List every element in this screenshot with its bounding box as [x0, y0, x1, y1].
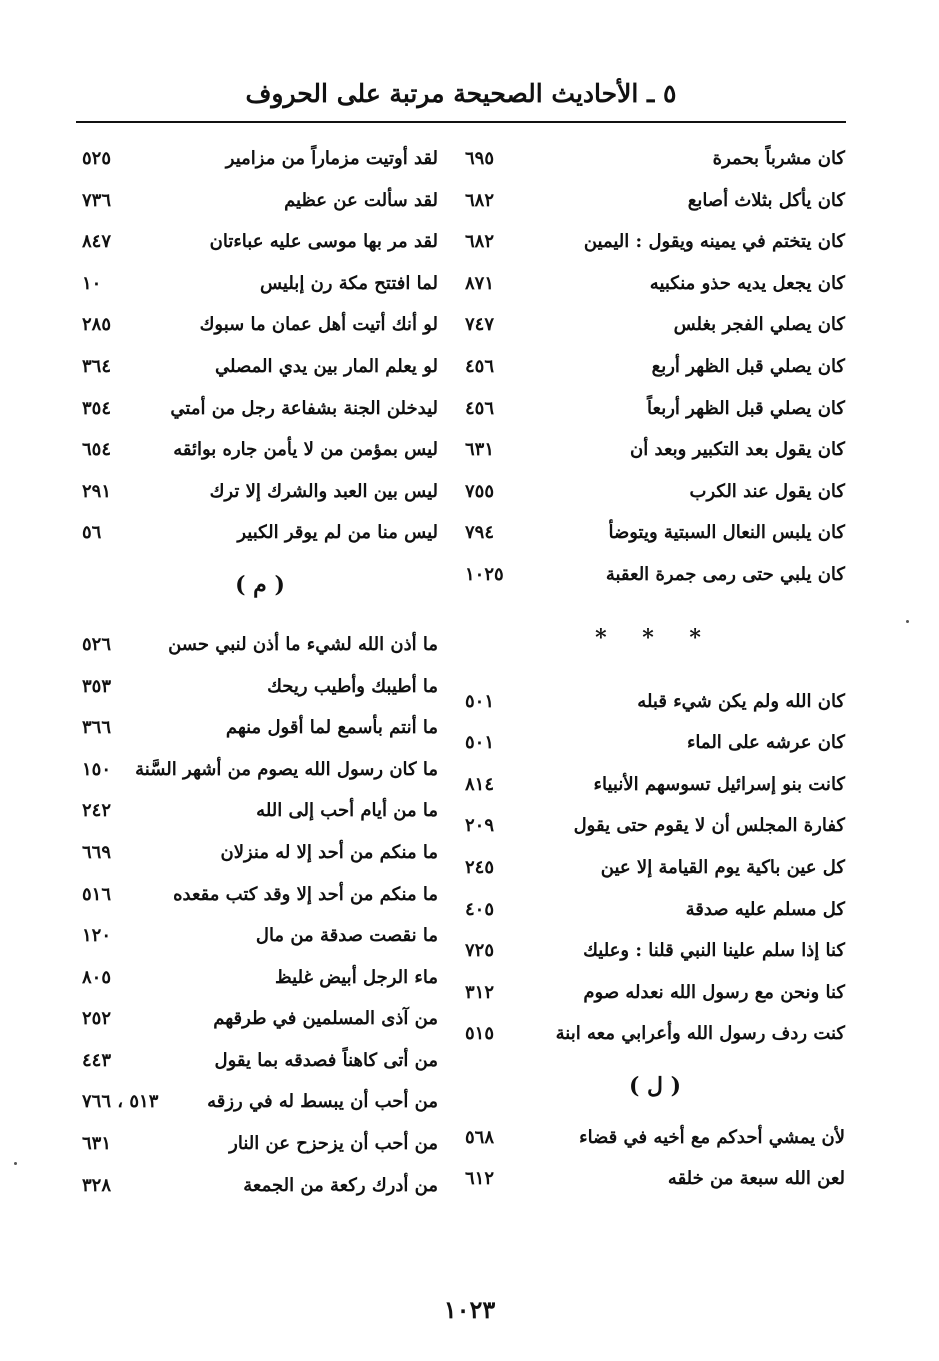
entry-text: كل عين باكية يوم القيامة إلا عين	[600, 856, 845, 878]
scan-speck	[906, 620, 909, 623]
entry-text: لقد سألت عن عظيم	[284, 189, 438, 211]
entry-text: من أتى كاهناً فصدقه بما يقول	[214, 1049, 438, 1071]
entry-text: كفارة المجلس أن لا يقوم حتى يقول	[573, 815, 845, 837]
entry-text: كانت بنو إسرائيل تسوسهم الأنبياء	[593, 773, 845, 795]
right-group-lam	[465, 1117, 845, 1200]
entry-page-number: ٢٤٢	[82, 800, 112, 822]
entry-page-number: ٥٦	[82, 522, 102, 544]
entry-page-number: ٥٢٦	[82, 633, 112, 655]
entry-page-number: ٣٦٦	[82, 717, 112, 739]
index-entry	[465, 138, 845, 180]
entry-page-number: ٨٤٧	[82, 231, 112, 253]
entry-text: ما أنتم بأسمع لما أقول منهم	[225, 717, 438, 739]
index-entry	[82, 388, 438, 430]
entry-page-number: ٤٥٦	[465, 397, 495, 419]
entry-text: كان يتختم في يمينه ويقول : اليمين	[583, 231, 845, 253]
index-entry	[465, 1158, 845, 1200]
index-entry	[82, 512, 438, 554]
entry-page-number: ٦٣١	[465, 439, 495, 461]
section-heading-lam: ( ل )	[628, 1072, 682, 1099]
index-entry	[465, 346, 845, 388]
index-entry	[82, 1081, 438, 1123]
index-entry	[82, 263, 438, 305]
index-entry	[82, 790, 438, 832]
scan-speck	[14, 1162, 17, 1165]
star-separator: * * *	[595, 624, 715, 651]
index-entry	[465, 263, 845, 305]
index-entry	[82, 221, 438, 263]
index-entry	[465, 554, 845, 596]
entry-text: لقد مر بها موسى عليه عباءتان	[209, 231, 438, 253]
entry-text: لعن الله سبعة من خلقه	[667, 1168, 845, 1190]
index-entry	[465, 512, 845, 554]
entry-page-number: ٥٠١	[465, 690, 495, 712]
index-entry	[82, 832, 438, 874]
entry-text: كان يصلي قبل الظهر أربع	[651, 355, 845, 377]
entry-text: ما منكم من أحد إلا له منزلان	[220, 841, 438, 863]
entry-page-number: ٦٥٤	[82, 439, 112, 461]
entry-page-number: ٧٩٤	[465, 522, 495, 544]
entry-page-number: ٥٢٥	[82, 148, 112, 169]
index-entry	[82, 749, 438, 791]
index-entry	[82, 998, 438, 1040]
index-entry	[82, 1165, 438, 1207]
entry-page-number: ٣٥٤	[82, 397, 112, 419]
entry-text: لو يعلم المار بين يدي المصلي	[215, 355, 438, 377]
entry-text: كان يجعل يديه حذو منكبيه	[649, 272, 845, 294]
entry-page-number: ٥١٦	[82, 883, 112, 905]
entry-page-number: ٧٢٥	[465, 940, 495, 962]
entry-text: كنت ردف رسول الله وأعرابي معه ابنة	[555, 1023, 845, 1045]
index-entry	[82, 1040, 438, 1082]
index-entry	[82, 915, 438, 957]
entry-text: ليدخلن الجنة بشفاعة رجل من أمتي	[170, 397, 438, 419]
entry-text: ليس بين العبد والشرك إلا ترك	[209, 480, 438, 502]
entry-text: من أدرك ركعة من الجمعة	[243, 1174, 438, 1196]
entry-page-number: ٨٠٥	[82, 966, 112, 988]
entry-text: كان يصلي الفجر بغلس	[673, 314, 845, 336]
entry-text: كان عرشه على الماء	[686, 732, 845, 754]
right-group-kaf-2	[465, 681, 845, 1055]
entry-text: كان يلبس النعال السبتية ويتوضأ	[608, 522, 845, 544]
entry-page-number: ٤٠٥	[465, 898, 495, 920]
entry-page-number: ٢٤٥	[465, 856, 495, 878]
index-entry	[82, 957, 438, 999]
index-entry	[82, 707, 438, 749]
entry-page-number: ٥١٥	[465, 1023, 495, 1045]
index-entry	[82, 180, 438, 222]
index-entry	[465, 764, 845, 806]
index-entry	[82, 666, 438, 708]
entry-page-number: ٨٧١	[465, 272, 495, 294]
right-group-kaf	[465, 138, 845, 596]
entry-text: لما افتتح مكة رن إبليس	[259, 272, 438, 294]
entry-text: كان يقول عند الكرب	[689, 480, 845, 502]
entry-page-number: ٧٤٧	[465, 314, 495, 336]
entry-page-number: ٨١٤	[465, 773, 495, 795]
entry-page-number: ٧٥٥	[465, 480, 495, 502]
entry-page-number: ٤٥٦	[465, 355, 495, 377]
entry-text: لو أنك أتيت أهل عمان ما سبوك	[199, 314, 438, 336]
entry-page-number: ٧٣٦	[82, 189, 112, 211]
index-entry	[82, 874, 438, 916]
section-spacer	[82, 616, 438, 624]
entry-text: من أحب أن يزحزح عن النار	[229, 1133, 438, 1155]
index-entry	[82, 138, 438, 180]
index-entry	[465, 388, 845, 430]
index-entry	[465, 1117, 845, 1159]
entry-text: كان مشرباً بحمرة	[712, 148, 845, 169]
index-entry	[465, 180, 845, 222]
index-entry	[465, 221, 845, 263]
index-entry	[82, 1123, 438, 1165]
entry-text: لأن يمشي أحدكم مع أخيه في قضاء	[579, 1126, 845, 1148]
index-entry	[465, 722, 845, 764]
index-entry	[82, 624, 438, 666]
entry-page-number: ٢٩١	[82, 480, 112, 502]
entry-text: ما كان رسول الله يصوم من أشهر السَّنة	[135, 758, 438, 780]
right-column	[465, 138, 845, 1200]
entry-page-number: ٦٩٥	[465, 148, 495, 169]
entry-page-number: ٥٠١	[465, 732, 495, 754]
entry-page-number: ٥١٣ ، ٧٦٦	[82, 1091, 159, 1113]
entry-text: ماء الرجل أبيض غليظ	[275, 966, 438, 988]
index-entry	[465, 972, 845, 1014]
entry-text: من أحب أن يبسط له في رزقه	[207, 1091, 438, 1113]
entry-page-number: ٢٠٩	[465, 815, 495, 837]
index-entry	[465, 681, 845, 723]
entry-text: كان الله ولم يكن شيء قبله	[637, 690, 845, 712]
entry-page-number: ١٠٢٥	[465, 563, 504, 585]
page-number: ١٠٢٣	[443, 1295, 496, 1324]
entry-text: ما أطيبك وأطيب ريحك	[267, 675, 438, 697]
entry-text: ما منكم من أحد إلا وقد كتب مقعده	[173, 883, 438, 905]
entry-page-number: ٦٨٢	[465, 231, 495, 253]
entry-text: ما من أيام أحب إلى الله	[256, 800, 438, 822]
entry-page-number: ٥٦٨	[465, 1126, 495, 1148]
entry-text: كنا إذا سلم علينا النبي قلنا : وعليك	[583, 940, 845, 962]
index-entry	[82, 429, 438, 471]
entry-text: من آذى المسلمين في طرقهم	[213, 1008, 438, 1030]
entry-text: ما أذن الله لشيء ما أذن لنبي حسن	[168, 633, 438, 655]
index-entry	[465, 930, 845, 972]
entry-text: ما نقصت صدقة من مال	[255, 925, 438, 947]
entry-page-number: ٦٣١	[82, 1133, 112, 1155]
entry-page-number: ٦١٢	[465, 1168, 495, 1190]
index-entry	[465, 304, 845, 346]
entry-page-number: ٦٨٢	[465, 189, 495, 211]
header-rule	[76, 121, 846, 123]
entry-page-number: ٢٥٢	[82, 1008, 112, 1030]
index-entry	[465, 471, 845, 513]
index-entry	[82, 346, 438, 388]
entry-text: ليس بمؤمن من لا يأمن جاره بوائقه	[173, 439, 438, 461]
entry-text: كان يقول بعد التكبير وبعد أن	[630, 439, 845, 461]
left-group-mim	[82, 624, 438, 1206]
index-entry	[465, 429, 845, 471]
entry-text: لقد أوتيت مزماراً من مزامير	[225, 148, 438, 169]
section-heading-mim: ( م )	[235, 571, 285, 598]
entry-page-number: ٣١٢	[465, 981, 495, 1003]
entry-page-number: ٣٢٨	[82, 1174, 112, 1196]
index-entry	[465, 889, 845, 931]
entry-text: كان يأكل بثلاث أصابع	[687, 189, 845, 211]
entry-text: كل مسلم عليه صدقة	[685, 898, 845, 920]
page-header-title: ٥ ـ الأحاديث الصحيحة مرتبة على الحروف	[245, 79, 677, 108]
entry-text: كان يلبي حتى رمى جمرة العقبة	[605, 563, 845, 585]
entry-page-number: ٦٦٩	[82, 841, 112, 863]
entry-text: ليس منا من لم يوقر الكبير	[237, 522, 438, 544]
entry-text: كنا ونحن مع رسول الله نعدله صوم	[583, 981, 845, 1003]
entry-page-number: ١٠	[82, 272, 102, 294]
index-entry	[465, 1013, 845, 1055]
entry-page-number: ٢٨٥	[82, 314, 112, 336]
index-entry	[465, 805, 845, 847]
entry-page-number: ٣٥٣	[82, 675, 112, 697]
entry-page-number: ١٢٠	[82, 925, 112, 947]
entry-page-number: ٣٦٤	[82, 355, 112, 377]
left-group-lam	[82, 138, 438, 554]
index-entry	[82, 471, 438, 513]
entry-page-number: ٤٤٣	[82, 1049, 112, 1071]
index-entry	[465, 847, 845, 889]
entry-page-number: ١٥٠	[82, 758, 112, 780]
entry-text: كان يصلي قبل الظهر أربعاً	[647, 397, 845, 419]
index-entry	[82, 304, 438, 346]
left-column	[82, 138, 438, 1206]
